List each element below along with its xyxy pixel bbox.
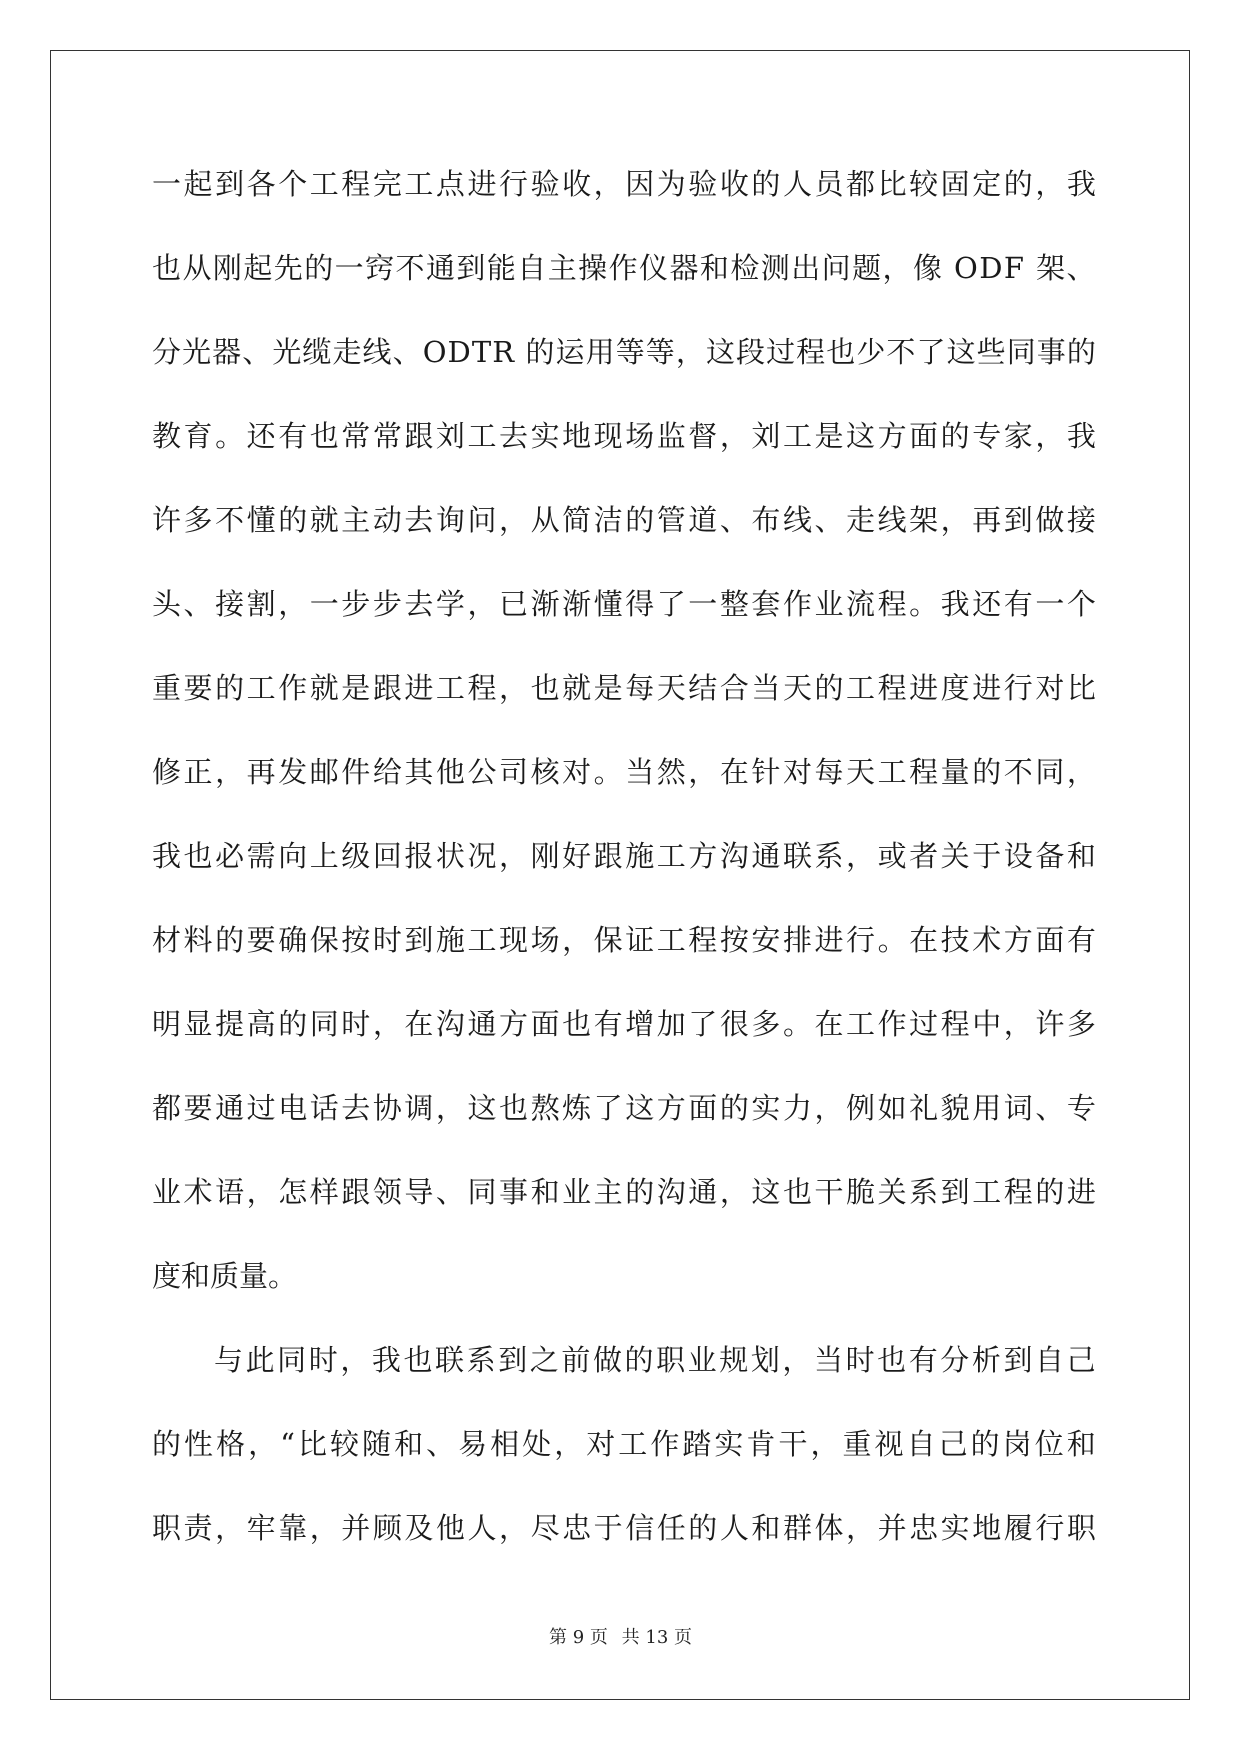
text-line: 职 责 ， 牢 靠 ， 并 顾 及 他 人 ， 尽 忠 于 信 任 的 人 和 群 体 ， 并 忠 实 地 履 行 职 xyxy=(152,1511,1096,1545)
paragraph-first-line: 与 此 同 时 ， 我 也 联 系 到 之 前 做 的 职 业 规 划 ， 当 时 也 有 分 析 到 自 己 xyxy=(214,1343,1096,1377)
text-line: 的 性 格 ， “ 比 较 随 和 、 易 相 处 ， 对 工 作 踏 实 肯 干 ， 重 视 自 己 的 岗 位 和 xyxy=(152,1427,1096,1461)
page-footer xyxy=(0,1623,1241,1649)
text-line: 许 多 不 懂 的 就 主 动 去 询 问 ， 从 简 洁 的 管 道 、 布 线 、 走 线 架 ， 再 到 做 接 xyxy=(152,503,1096,537)
text-line: 材 料 的 要 确 保 按 时 到 施 工 现 场 ， 保 证 工 程 按 安 排 进 行 。 在 技 术 方 面 有 xyxy=(152,923,1096,957)
text-line: 教 育 。 还 有 也 常 常 跟 刘 工 去 实 地 现 场 监 督 ， 刘 工 是 这 方 面 的 专 家 ， 我 xyxy=(152,419,1096,453)
text-line: 明 显 提 高 的 同 时 ， 在 沟 通 方 面 也 有 增 加 了 很 多 。 在 工 作 过 程 中 ， 许 多 xyxy=(152,1007,1096,1041)
text-line: 我 也 必 需 向 上 级 回 报 状 况 ， 刚 好 跟 施 工 方 沟 通 联 系 ， 或 者 关 于 设 备 和 xyxy=(152,839,1096,873)
page-number: 第 9 页 xyxy=(549,1627,608,1648)
page-total: 共 13 页 xyxy=(621,1627,692,1648)
text-line: 一 起 到 各 个 工 程 完 工 点 进 行 验 收 ， 因 为 验 收 的 人 员 都 比 较 固 定 的 ， 我 xyxy=(152,167,1096,201)
text-line: 修 正 ， 再 发 邮 件 给 其 他 公 司 核 对 。 当 然 ， 在 针 对 每 天 工 程 量 的 不 同 ， xyxy=(152,755,1096,789)
text-line: 重 要 的 工 作 就 是 跟 进 工 程 ， 也 就 是 每 天 结 合 当 天 的 工 程 进 度 进 行 对 比 xyxy=(152,671,1096,705)
text-line: 也 从 刚 起 先 的 一 窍 不 通 到 能 自 主 操 作 仪 器 和 检 测 出 问 题 ， 像 O D F 架 、 xyxy=(152,251,1096,285)
text-line: 度和质量。 xyxy=(152,1259,298,1293)
document-body xyxy=(152,162,1096,1590)
text-line: 业 术 语 ， 怎 样 跟 领 导 、 同 事 和 业 主 的 沟 通 ， 这 也 干 脆 关 系 到 工 程 的 进 xyxy=(152,1175,1096,1209)
text-line: 都 要 通 过 电 话 去 协 调 ， 这 也 熬 炼 了 这 方 面 的 实 力 ， 例 如 礼 貌 用 词 、 专 xyxy=(152,1091,1096,1125)
text-line: 头 、 接 割 ， 一 步 步 去 学 ， 已 渐 渐 懂 得 了 一 整 套 作 业 流 程 。 我 还 有 一 个 xyxy=(152,587,1096,621)
text-line: 分 光 器 、 光 缆 走 线 、 O D T R 的 运 用 等 等 ， 这 段 过 程 也 少 不 了 这 些 同 事 的 xyxy=(152,335,1096,369)
